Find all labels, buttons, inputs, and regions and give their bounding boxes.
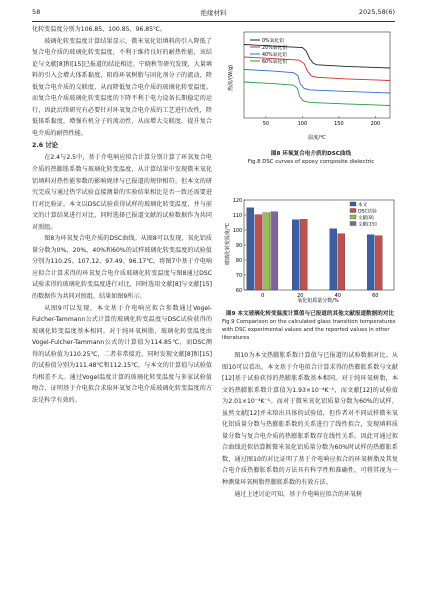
body-paragraph: 图8为环氧复合电介质的DSC曲线。从图8可以发现，氧化铝质量分数为0%、20%、40%和60%的试样玻璃化转变温度的试验值分别为110.25、107.12、97.49、96.17℃。将图7中基于介电响应拟合计算求得的环氧复合电介质玻璃化转变温度与图8通过DSC试验求得的玻璃化转变温度进行对比，同时选用文献[8]与文献[15]的数据作为共同对照组，结果如图9所示。 [32, 235, 212, 301]
dsc-legend-label: 20%氧化铝 [262, 45, 288, 51]
body-paragraph: 在2.4与2.5中，基于介电响应拟合计算分别计算了环氧复合电介质的热膨胀系数与玻璃化转变温度，从计算结果中发现微米氧化铝填料对热性能参数的影响规律与已报道的规律相符。但本文的研究完成与通过热学试验直接测量的实验结果相比是否一致还需要进行对比验证。本文以DSC试验获得试样的玻璃化转变温度，并与前文的计算结果进行对比，同时选择已报道文献的试验数据作为共同对照组。 [32, 154, 212, 231]
dsc-x-tick-label: 50 [262, 121, 270, 127]
tg-y-tick-label: 100 [232, 228, 242, 234]
dsc-series-line [244, 82, 390, 106]
dsc-chart [226, 26, 396, 146]
journal-title: 绝缘材料 [200, 9, 227, 17]
dsc-x-tick-label: 150 [334, 121, 344, 127]
fig9-caption-en: Fig.9 Comparison on the calculated glass transition temperatures with DSC experimental values and the reported values in other literatures [222, 319, 396, 342]
left-column [32, 24, 212, 407]
tg-bar [330, 229, 337, 290]
tg-y-tick-label: 80 [235, 258, 242, 264]
tg-bar [367, 235, 374, 290]
tg-bar [338, 234, 345, 290]
tg-y-tick-label: 120 [232, 198, 242, 204]
right-column [222, 350, 398, 500]
tg-legend-label: 文献[15] [358, 222, 377, 228]
tg-legend-label: 本文 [358, 202, 368, 208]
figure-9 [222, 196, 398, 343]
body-paragraph: 通过上述讨论可知，基于介电响应拟合的环氧树 [234, 490, 363, 498]
tg-x-tick-label: 40 [334, 293, 341, 299]
tg-bar [300, 219, 307, 290]
tg-legend-label: DSC试验 [358, 209, 377, 215]
tg-bar [247, 208, 254, 290]
dsc-x-label: 温度/℃ [308, 135, 326, 141]
figure-8 [226, 26, 396, 166]
body-paragraph: 玻璃化转变温度计算结果显示，微米氧化铝填料的引入降低了复合电介质的玻璃化转变温度，不利于维持良好的耐热性能，该结论与文献[8]和[15]已报道的结论相近。宁晓秋等研究发现，大量填料的引入会增大体系黏度，阻碍环氧树脂与固化剂分子的流动，降低复合电介质的交联度，从而降低复合电介质的玻璃化转变温度。而复合电介质玻璃化转变温度的下降不利于电力设备长期稳定的运行，因此后续研究有必要针对环氧复合电介质的工艺进行改性，降低体系黏度，增强有机分子的流动性，从而增大交联度，提升复合电介质的耐热性能。 [32, 37, 212, 137]
tg-x-tick-label: 0 [261, 293, 265, 299]
tg-bar [375, 236, 382, 290]
page-header [32, 8, 395, 20]
fig8-caption-zh: 图8 环氧复合电介质的DSC曲线 [270, 151, 352, 157]
tg-y-tick-label: 90 [235, 243, 242, 249]
tg-y-tick-label: 110 [232, 213, 242, 219]
body-paragraph: 化转变温度分别为106.85、100.85、96.85℃。 [32, 26, 166, 33]
tg-x-label: 氧化铝质量分数/% [297, 298, 339, 304]
tg-y-tick-label: 70 [235, 273, 242, 279]
section-heading: 2.6 讨论 [32, 142, 58, 150]
dsc-y-label: 热流/(W/g) [228, 64, 234, 92]
tg-bar [271, 212, 278, 290]
tg-y-tick-label: 60 [235, 288, 242, 294]
tg-x-tick-label: 20 [297, 293, 304, 299]
dsc-x-tick-label: 100 [297, 121, 308, 127]
tg-legend-swatch [350, 222, 356, 226]
body-paragraph: 图10为本文热膨胀系数计算值与已报道的试验数据对比。从图10可以看出，本文基于介电拟合计算求得的热膨胀系数与文献[12]基于试验获得的热膨胀系数基本相同。对于纯环氧树脂，本文的热膨胀系数计算值为1.93×10⁻⁴K⁻¹，而文献[12]的试验值为2.01×10⁻⁴K⁻¹。而对于微米氧化铝质量分数为60%的试样，虽然文献[12]并未给出具体的试验值，但作者对不同试样微米氧化铝质量分数与热膨胀系数的关系进行了线性拟合，发现填料质量分数与复合电介质的热膨胀系数存在线性关系。因此可通过拟合曲线近似估算断微米氧化铝质量分数为60%时试样的热膨胀系数，通过图10的对比证明了基于介电响应拟合的环氧树脂及其复合电介质热膨胀系数的方法具有科学性和准确性，可将其视为一种测量环氧树脂热膨胀系数的有效方法。 [222, 352, 398, 487]
header-rule [32, 21, 395, 22]
fig8-caption-en: Fig.8 DSC curves of epoxy composite dielectric [247, 159, 375, 165]
fig9-caption-zh: 图9 本文玻璃化转变温度计算值与已报道的其他文献报道数据的对比 [225, 311, 395, 317]
dsc-legend-label: 40%氧化铝 [262, 52, 288, 58]
page-number: 58 [32, 8, 41, 16]
body-paragraph: 从图9可以发现，本文基于介电响应拟合参数通过Vogel-Fulcher-Tammann公式计算的玻璃化转变温度与DSC试验获得的玻璃化转变温度基本相同。对于纯环氧树脂，玻璃化转变温度由Vogel-Fulcher-Tammann公式的计算值为114.85℃，而DSC测得的试验值为110.25℃，二者非常接近。同时发现文献[8]和[15]的试验值分别为111.48℃和112.15℃，与本文的计算值与试验值均相差不大。通过Vogel温度计算的玻璃化转变温度与多家试验值吻合，证明基于介电拟合求取环氧复合电介质玻璃化转变温度的方法是科学有效的。 [32, 304, 212, 404]
tg-legend-swatch [350, 209, 356, 213]
dsc-series-line [244, 70, 390, 94]
tg-x-tick-label: 60 [372, 293, 379, 299]
tg-bar [292, 220, 299, 290]
tg-bar-chart [222, 196, 398, 306]
tg-bar [263, 213, 270, 290]
tg-bar [255, 215, 262, 290]
dsc-legend-label: 0%氧化铝 [262, 38, 285, 44]
tg-legend-label: 文献[8] [358, 215, 374, 221]
tg-legend-swatch [350, 202, 356, 206]
tg-y-label: 玻璃化转变温度/℃ [225, 222, 231, 266]
issue-info: 2025,58(6) [358, 8, 395, 16]
dsc-legend-label: 60%氧化铝 [262, 59, 288, 65]
tg-legend-swatch [350, 215, 356, 219]
dsc-x-tick-label: 200 [370, 121, 381, 127]
